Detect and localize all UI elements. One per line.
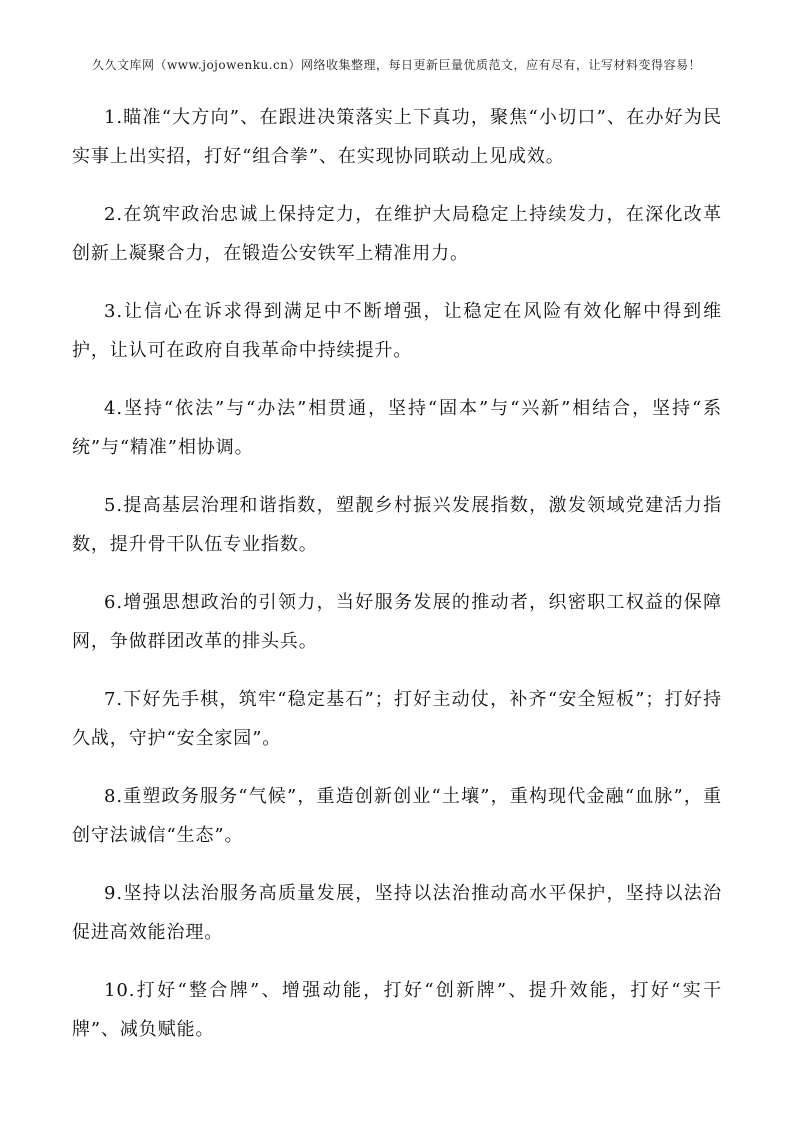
paragraph-6: 6.增强思想政治的引领力，当好服务发展的推动者，织密职工权益的保障网，争做群团改革的排头兵。 — [72, 592, 722, 652]
paragraph-2: 2.在筑牢政治忠诚上保持定力，在维护大局稳定上持续发力，在深化改革创新上凝聚合力，在锻造公安铁军上精准用力。 — [72, 204, 722, 264]
paragraph-9: 9.坚持以法治服务高质量发展，坚持以法治推动高水平保护，坚持以法治促进高效能治理。 — [72, 883, 722, 943]
page-header: 久久文库网（www.jojowenku.cn）网络收集整理，每日更新巨量优质范文，应有尽有，让写材料变得容易！ — [92, 58, 701, 72]
paragraph-8: 8.重塑政务服务“气候”，重造创新创业“土壤”，重构现代金融“血脉”，重创守法诚信“生态”。 — [72, 786, 722, 846]
document-body — [72, 98, 722, 1068]
paragraph-5: 5.提高基层治理和谐指数，塑靓乡村振兴发展指数，激发领域党建活力指数，提升骨干队伍专业指数。 — [72, 495, 722, 555]
paragraph-10: 10.打好“整合牌”、增强动能，打好“创新牌”、提升效能，打好“实干牌”、减负赋能。 — [72, 980, 722, 1040]
paragraph-4: 4.坚持“依法”与“办法”相贯通，坚持“固本”与“兴新”相结合，坚持“系统”与“精准”相协调。 — [72, 398, 722, 458]
paragraph-3: 3.让信心在诉求得到满足中不断增强，让稳定在风险有效化解中得到维护，让认可在政府自我革命中持续提升。 — [72, 301, 722, 361]
paragraph-1: 1.瞄准“大方向”、在跟进决策落实上下真功，聚焦“小切口”、在办好为民实事上出实招，打好“组合拳”、在实现协同联动上见成效。 — [72, 107, 722, 167]
paragraph-7: 7.下好先手棋，筑牢“稳定基石”；打好主动仗，补齐“安全短板”；打好持久战，守护“安全家园”。 — [72, 689, 722, 749]
